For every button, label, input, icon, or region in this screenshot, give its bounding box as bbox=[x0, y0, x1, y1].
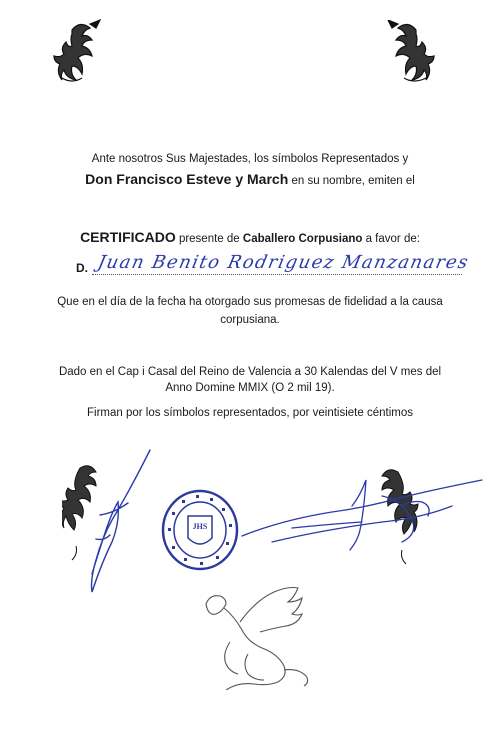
dragon-icon bbox=[52, 18, 112, 88]
certificate-heading: CERTIFICADO bbox=[80, 229, 176, 245]
large-dragon-drawing-icon bbox=[188, 582, 318, 690]
signing-line: Firman por los símbolos representados, por veintisiete céntimos bbox=[87, 407, 413, 419]
dated-line-end: Anno Domine MMIX (O 2 mil 19). bbox=[165, 382, 335, 394]
recipient-handwritten-name: Juan Benito Rodriguez Manzanares bbox=[95, 252, 472, 273]
recipient-prefix: D. bbox=[76, 261, 88, 275]
intro-line: Ante nosotros Sus Majestades, los símbolos Representados y bbox=[91, 153, 409, 165]
issuer-line-rest: en su nombre, emiten el bbox=[291, 175, 415, 187]
dated-line: Dado en el Cap i Casal del Reino de Valencia a 30 Kalendas del V mes del bbox=[58, 366, 442, 378]
promise-line: Que en el día de la fecha ha otorgado sus promesas de fidelidad a la causa bbox=[57, 296, 443, 308]
certificate-mid: presente de bbox=[178, 233, 240, 245]
signature-right bbox=[232, 476, 492, 556]
promise-line-end: corpusiana. bbox=[220, 314, 280, 326]
certificate-end: a favor de: bbox=[365, 233, 420, 245]
certificate-title: Caballero Corpusiano bbox=[242, 233, 363, 245]
issuer-line bbox=[0, 172, 500, 188]
dragon-icon bbox=[376, 20, 436, 86]
signature-left bbox=[70, 445, 160, 600]
recipient-line bbox=[92, 274, 462, 275]
seal-center-text: JHS bbox=[192, 522, 208, 531]
issuer-name: Don Francisco Esteve y March bbox=[85, 171, 289, 187]
certificate-line bbox=[0, 230, 500, 246]
seal-icon bbox=[160, 488, 240, 572]
